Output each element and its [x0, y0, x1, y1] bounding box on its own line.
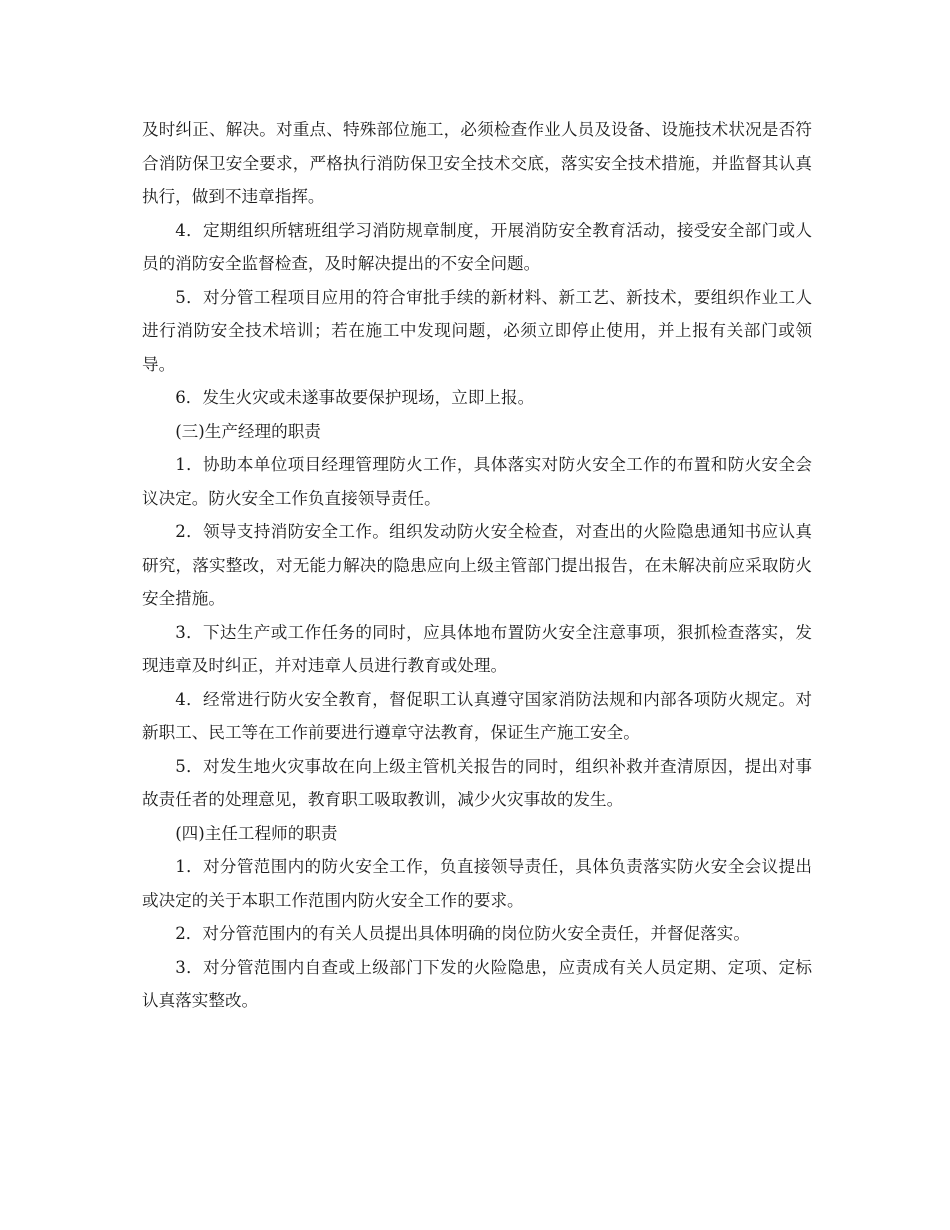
section-heading-chief-engineer: (四)主任工程师的职责: [175, 823, 338, 843]
document-page: [142, 113, 812, 1018]
section-heading-production-manager: (三)生产经理的职责: [175, 421, 321, 441]
paragraph-item-4: 4．定期组织所辖班组学习消防规章制度，开展消防安全教育活动，接受安全部门或人员的消防安全监督检查，及时解决提出的不安全问题。: [142, 220, 812, 273]
paragraph-pm-item-5: 5．对发生地火灾事故在向上级主管机关报告的同时，组织补救并查清原因，提出对事故责任者的处理意见，教育职工吸取教训，减少火灾事故的发生。: [142, 756, 812, 809]
paragraph-pm-item-3: 3．下达生产或工作任务的同时，应具体地布置防火安全注意事项，狠抓检查落实，发现违章及时纠正，并对违章人员进行教育或处理。: [142, 622, 812, 675]
paragraph-continuation: 及时纠正、解决。对重点、特殊部位施工，必须检查作业人员及设备、设施技术状况是否符合消防保卫安全要求，严格执行消防保卫安全技术交底，落实安全技术措施，并监督其认真执行，做到不违章指挥。: [142, 120, 812, 206]
paragraph-pm-item-2: 2．领导支持消防安全工作。组织发动防火安全检查，对查出的火险隐患通知书应认真研究，落实整改，对无能力解决的隐患应向上级主管部门提出报告，在未解决前应采取防火安全措施。: [142, 522, 812, 608]
paragraph-ce-item-2: 2．对分管范围内的有关人员提出具体明确的岗位防火安全责任，并督促落实。: [175, 924, 750, 943]
paragraph-ce-item-3: 3．对分管范围内自查或上级部门下发的火险隐患，应责成有关人员定期、定项、定标认真落实整改。: [142, 957, 812, 1010]
paragraph-pm-item-1: 1．协助本单位项目经理管理防火工作，具体落实对防火安全工作的布置和防火安全会议决定。防火安全工作负直接领导责任。: [142, 455, 812, 508]
paragraph-item-6: 6．发生火灾或未遂事故要保护现场，立即上报。: [175, 388, 535, 407]
paragraph-item-5: 5．对分管工程项目应用的符合审批手续的新材料、新工艺、新技术，要组织作业工人进行消防安全技术培训；若在施工中发现问题，必须立即停止使用，并上报有关部门或领导。: [142, 287, 812, 374]
paragraph-ce-item-1: 1．对分管范围内的防火安全工作，负直接领导责任，具体负责落实防火安全会议提出或决定的关于本职工作范围内防火安全工作的要求。: [142, 857, 812, 910]
paragraph-pm-item-4: 4．经常进行防火安全教育，督促职工认真遵守国家消防法规和内部各项防火规定。对新职工、民工等在工作前要进行遵章守法教育，保证生产施工安全。: [142, 689, 812, 742]
